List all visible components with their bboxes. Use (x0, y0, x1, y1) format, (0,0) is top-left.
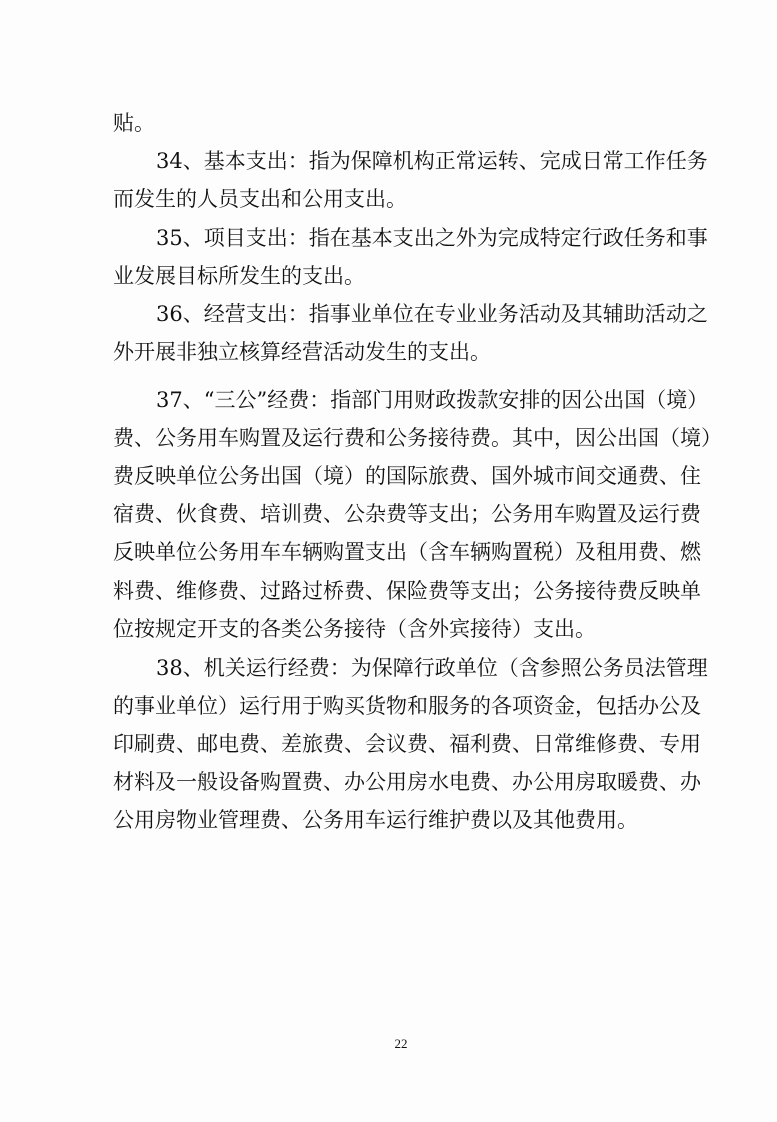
text-line: 而发生的人员支出和公用支出。 (113, 187, 407, 211)
text-line: 35、项目支出：指在基本支出之外为完成特定行政任务和事 (156, 226, 708, 250)
text-line: 贴。 (113, 111, 155, 135)
text-line: 38、机关运行经费：为保障行政单位（含参照公务员法管理 (156, 656, 708, 680)
page-number: 22 (394, 1036, 408, 1051)
text-line: 费、公务用车购置及运行费和公务接待费。其中，因公出国（境） (113, 426, 722, 450)
text-line: 宿费、伙食费、培训费、公杂费等支出；公务用车购置及运行费 (113, 502, 701, 526)
text-line: 料费、维修费、过路过桥费、保险费等支出；公务接待费反映单 (113, 579, 701, 603)
text-line: 费反映单位公务出国（境）的国际旅费、国外城市间交通费、住 (113, 464, 701, 488)
text-line: 印刷费、邮电费、差旅费、会议费、福利费、日常维修费、专用 (113, 732, 701, 756)
text-line: 位按规定开支的各类公务接待（含外宾接待）支出。 (113, 617, 596, 641)
text-line: 外开展非独立核算经营活动发生的支出。 (113, 340, 491, 364)
text-line: 公用房物业管理费、公务用车运行维护费以及其他费用。 (113, 808, 638, 832)
text-line: 36、经营支出：指事业单位在专业业务活动及其辅助活动之 (156, 302, 708, 326)
text-line: 37、“三公”经费：指部门用财政拨款安排的因公出国（境） (156, 388, 709, 412)
text-line: 34、基本支出：指为保障机构正常运转、完成日常工作任务 (156, 149, 708, 173)
text-line: 反映单位公务用车车辆购置支出（含车辆购置税）及租用费、燃 (113, 540, 701, 564)
text-line: 的事业单位）运行用于购买货物和服务的各项资金，包括办公及 (113, 694, 701, 718)
text-line: 业发展目标所发生的支出。 (113, 264, 365, 288)
text-line: 材料及一般设备购置费、办公用房水电费、办公用房取暖费、办 (113, 770, 701, 794)
